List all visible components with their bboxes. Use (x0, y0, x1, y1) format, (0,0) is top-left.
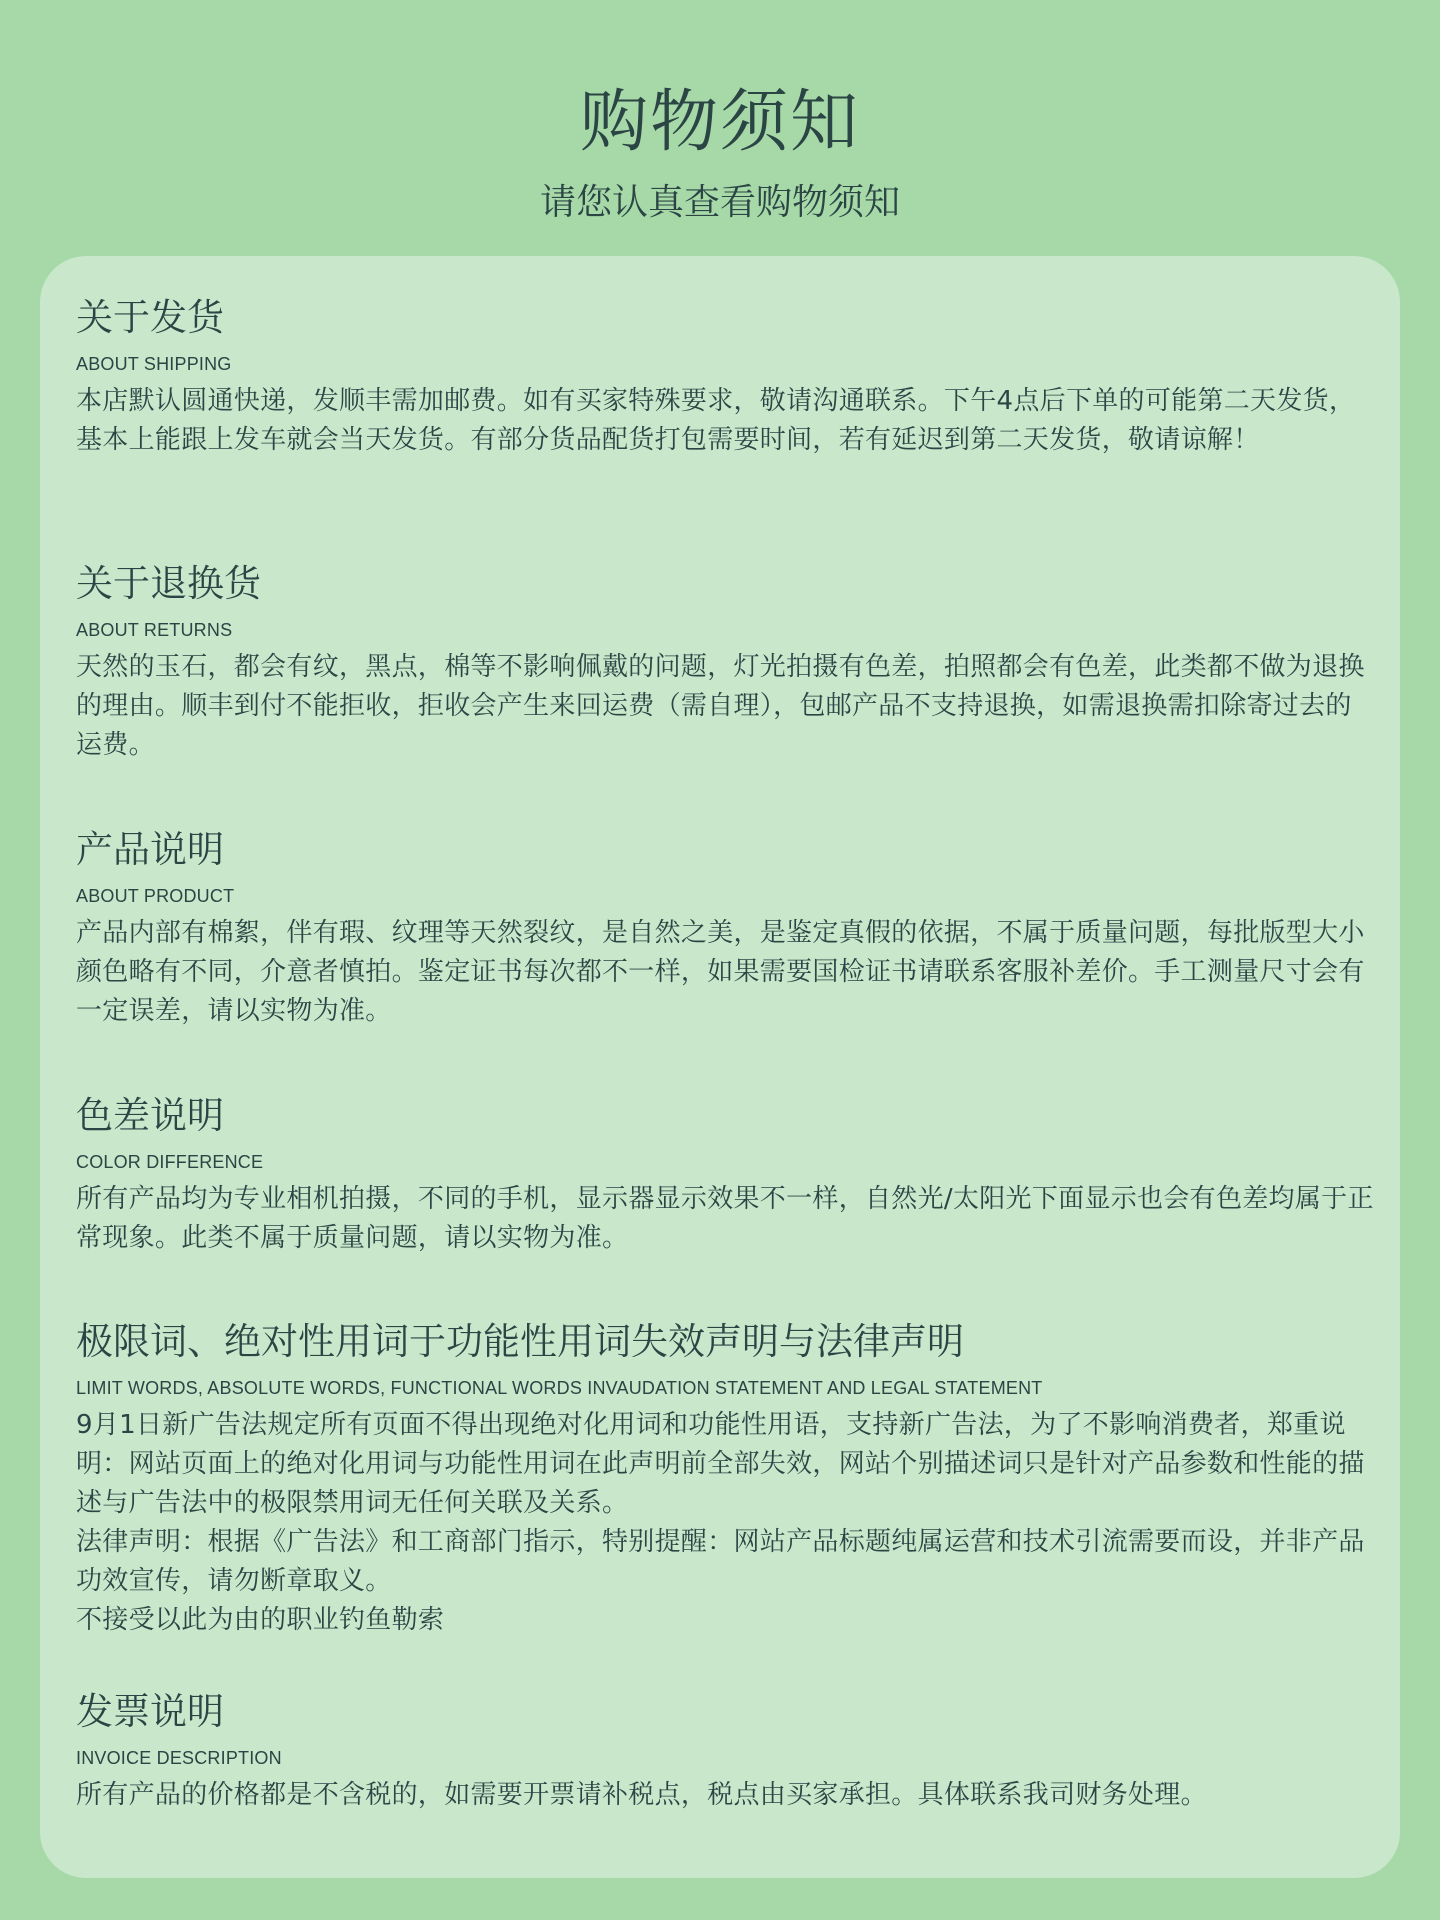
section-paragraph: 不接受以此为由的职业钓鱼勒索 (76, 1605, 445, 1635)
section-body (76, 1776, 1376, 1815)
page-subtitle: 请您认真查看购物须知 (539, 182, 900, 223)
section-subtitle: ABOUT SHIPPING (76, 354, 232, 374)
section-body (76, 382, 1376, 460)
section-body (76, 1180, 1376, 1258)
section-paragraph: 本店默认圆通快递，发顺丰需加邮费。如有买家特殊要求，敬请沟通联系。下午4点后下单的可能第二天发货，基本上能跟上发车就会当天发货。有部分货品配货打包需要时间，若有延迟到第二天发货，敬请谅解！ (76, 386, 1356, 455)
section-title: 关于退换货 (76, 562, 261, 605)
section-paragraph: 产品内部有棉絮，伴有瑕、纹理等天然裂纹，是自然之美，是鉴定真假的依据，不属于质量问题，每批版型大小颜色略有不同，介意者慎拍。鉴定证书每次都不一样，如果需要国检证书请联系客服补差价。手工测量尺寸会有一定误差，请以实物为准。 (76, 918, 1365, 1026)
section-title: 关于发货 (76, 296, 224, 339)
section-product (76, 826, 1376, 1031)
section-paragraph: 所有产品的价格都是不含税的，如需要开票请补税点，税点由买家承担。具体联系我司财务处理。 (76, 1780, 1207, 1810)
section-subtitle: INVOICE DESCRIPTION (76, 1748, 282, 1768)
section-subtitle: ABOUT PRODUCT (76, 886, 235, 906)
section-body (76, 648, 1376, 765)
section-paragraph: 法律声明：根据《广告法》和工商部门指示，特别提醒：网站产品标题纯属运营和技术引流需要而设，并非产品功效宣传，请勿断章取义。 (76, 1527, 1365, 1596)
notice-card (40, 256, 1400, 1878)
section-title: 极限词、绝对性用词于功能性用词失效声明与法律声明 (76, 1320, 964, 1363)
section-subtitle: COLOR DIFFERENCE (76, 1152, 264, 1172)
section-returns (76, 560, 1376, 765)
section-body (76, 1406, 1376, 1640)
section-paragraph: 天然的玉石，都会有纹，黑点，棉等不影响佩戴的问题，灯光拍摄有色差，拍照都会有色差，此类都不做为退换的理由。顺丰到付不能拒收，拒收会产生来回运费（需自理），包邮产品不支持退换，如需退换需扣除寄过去的运费。 (76, 652, 1365, 760)
section-title: 产品说明 (76, 828, 224, 871)
section-subtitle: ABOUT RETURNS (76, 620, 233, 640)
section-title: 色差说明 (76, 1094, 224, 1137)
section-color-difference (76, 1092, 1376, 1258)
section-shipping (76, 294, 1376, 460)
section-paragraph: 所有产品均为专业相机拍摄，不同的手机，显示器显示效果不一样，自然光/太阳光下面显示也会有色差均属于正常现象。此类不属于质量问题，请以实物为准。 (76, 1184, 1374, 1253)
section-body (76, 914, 1376, 1031)
section-paragraph: 9月1日新广告法规定所有页面不得出现绝对化用词和功能性用语，支持新广告法，为了不影响消费者，郑重说明：网站页面上的绝对化用词与功能性用词在此声明前全部失效，网站个别描述词只是针对产品参数和性能的描述与广告法中的极限禁用词无任何关联及关系。 (76, 1410, 1365, 1518)
section-invoice (76, 1688, 1376, 1815)
section-subtitle: LIMIT WORDS, ABSOLUTE WORDS, FUNCTIONAL WORDS INVAUDATION STATEMENT AND LEGAL STATEMENT (76, 1378, 1043, 1398)
section-legal-statement (76, 1318, 1376, 1640)
page-title: 购物须知 (579, 83, 860, 162)
section-title: 发票说明 (76, 1690, 224, 1733)
